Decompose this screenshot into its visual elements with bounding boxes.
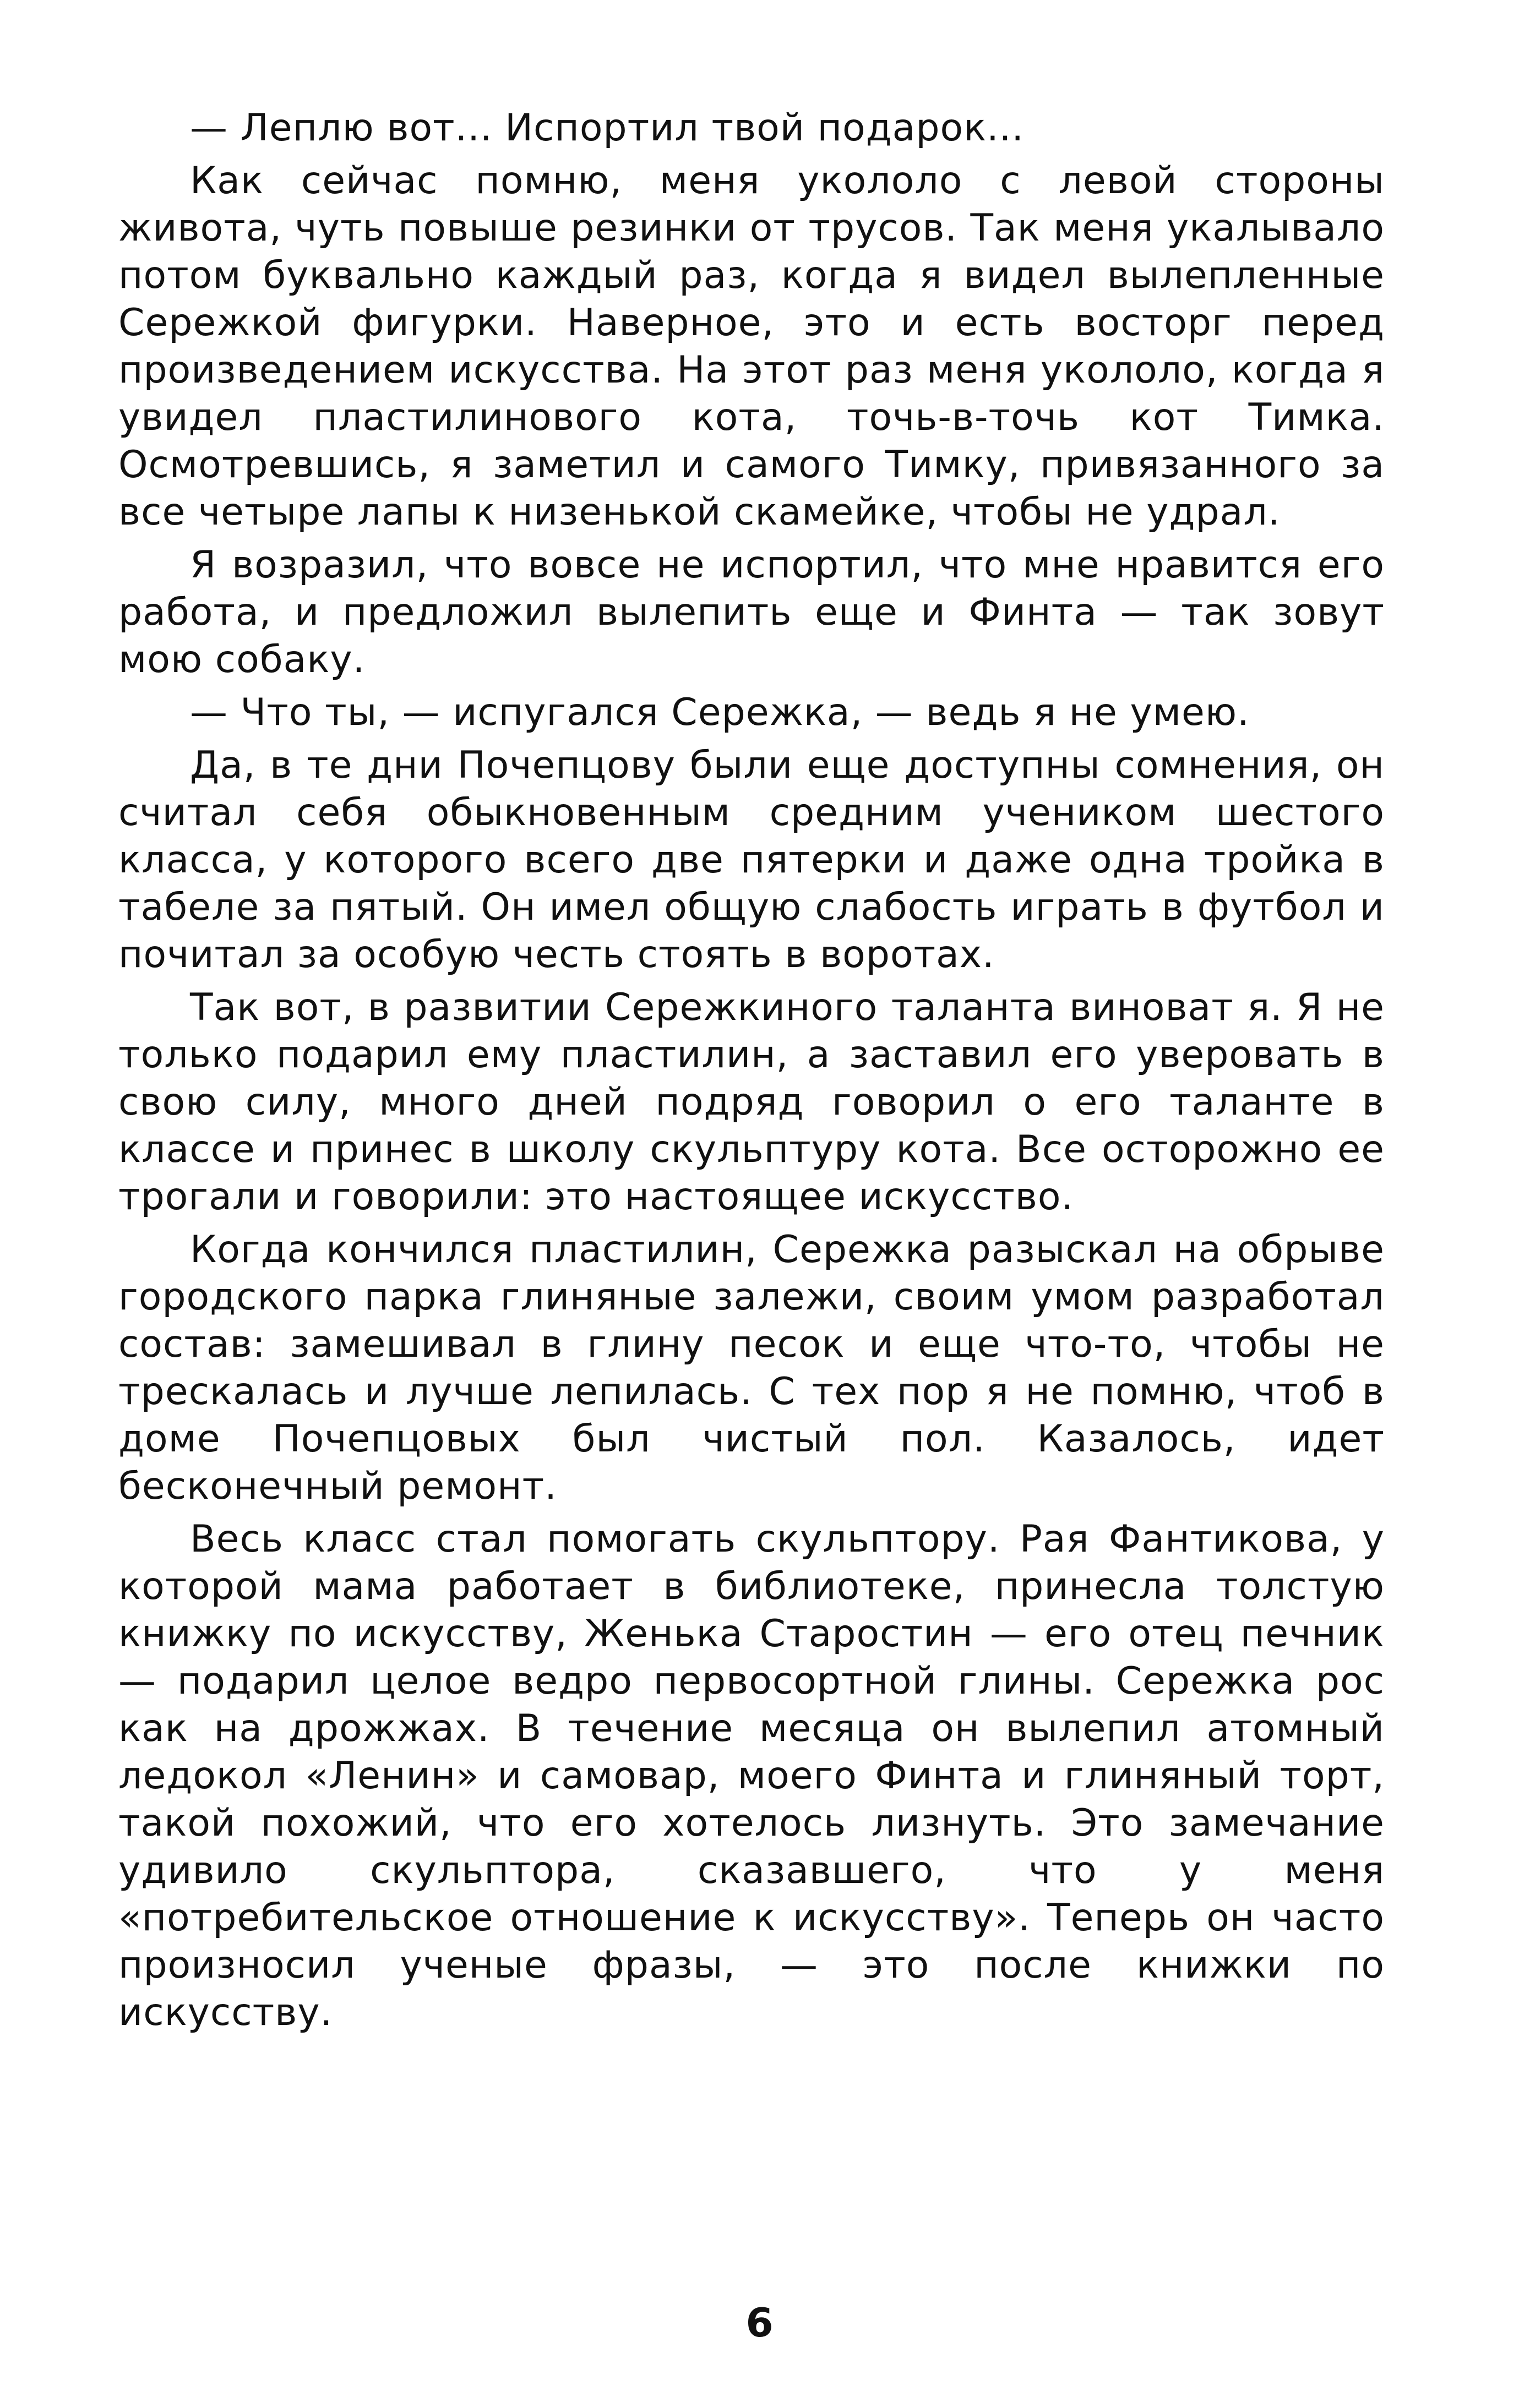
page-number: 6 (745, 2300, 774, 2346)
paragraph: Так вот, в развитии Сережкиного таланта виноват я. Я не только подарил ему пластилин, а заставил его уверовать в свою силу, много дней подряд говорил о его таланте в классе и принес в школу скульптуру кота. Все осторожно ее трогали и говорили: это настоящее искусство. (118, 986, 1385, 1219)
body-text (118, 105, 1385, 2042)
paragraph: Когда кончился пластилин, Сережка разыскал на обрыве городского парка глиняные залежи, своим умом разработал состав: замешивал в глину песок и еще что-то, чтобы не трескалась и лучше лепилась. С тех пор я не помню, чтоб в доме Почепцовых был чистый пол. Казалось, идет бесконечный ремонт. (118, 1228, 1385, 1508)
paragraph: Я возразил, что вовсе не испортил, что мне нравится его работа, и предложил вылепить еще и Финта — так зовут мою собаку. (118, 543, 1385, 681)
paragraph: Весь класс стал помогать скульптору. Рая Фантикова, у которой мама работает в библиотеке, принесла толстую книжку по искусству, Женька Старостин — его отец печник — подарил целое ведро первосортной глины. Сережка рос как на дрожжах. В течение месяца он вылепил атомный ледокол «Ленин» и самовар, моего Финта и глиняный торт, такой похожий, что его хотелось лизнуть. Это замечание удивило скульптора, сказавшего, что у меня «потребительское отношение к искусству». Теперь он часто произносил ученые фразы, — это после книжки по искусству. (118, 1517, 1385, 2034)
paragraph: — Что ты, — испугался Сережка, — ведь я не умею. (190, 691, 1250, 734)
paragraph: — Леплю вот... Испортил твой подарок... (190, 106, 1025, 150)
paragraph: Как сейчас помню, меня укололо с левой стороны живота, чуть повыше резинки от трусов. Так меня укалывало потом буквально каждый раз, когда я видел вылепленные Сережкой фигурки. Наверное, это и есть восторг перед произведением искусства. На этот раз меня укололо, когда я увидел пластилинового кота, точь-в-точь кот Тимка. Осмотревшись, я заметил и самого Тимку, привязанного за все четыре лапы к низенькой скамейке, чтобы не удрал. (118, 159, 1385, 534)
paragraph: Да, в те дни Почепцову были еще доступны сомнения, он считал себя обыкновенным средним учеником шестого класса, у которого всего две пятерки и даже одна тройка в табеле за пятый. Он имел общую слабость играть в футбол и почитал за особую честь стоять в воротах. (118, 744, 1385, 976)
